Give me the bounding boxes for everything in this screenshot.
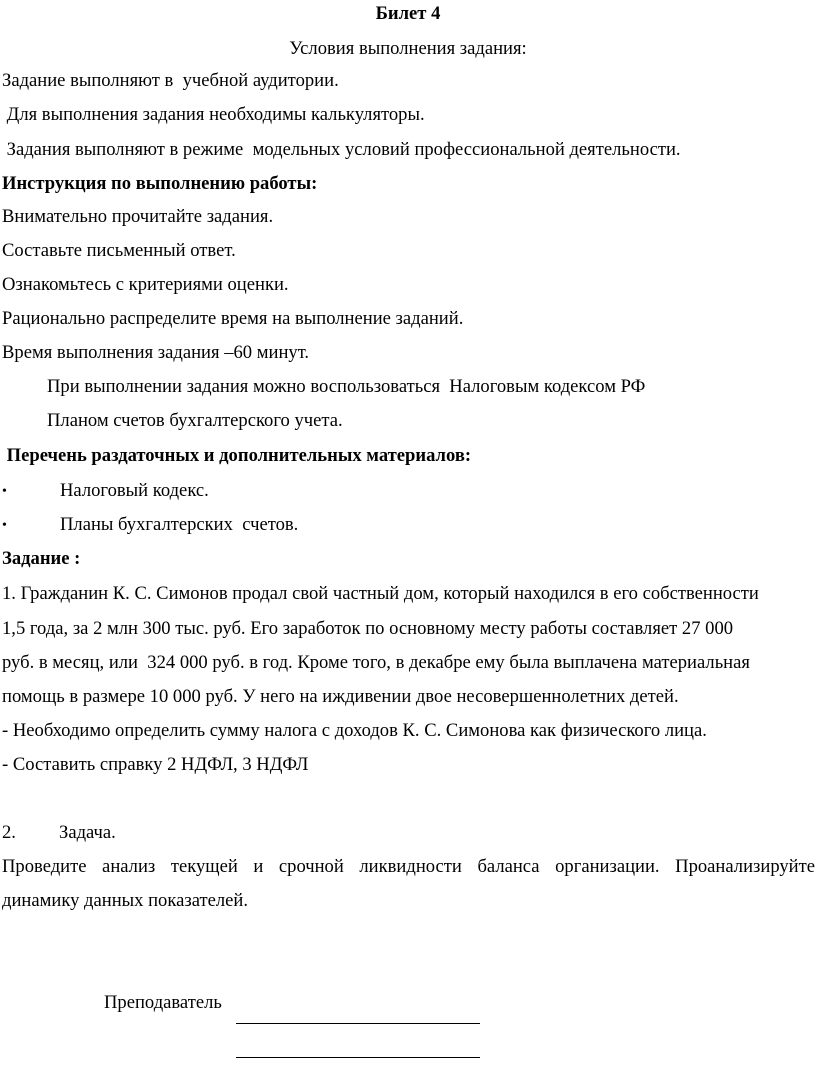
condition-line-3: Задания выполняют в режиме модельных условий профессиональной деятельности. [2, 139, 681, 160]
instructions-heading: Инструкция по выполнению работы: [2, 173, 318, 194]
instruction-item-1: Внимательно прочитайте задания. [2, 206, 274, 227]
materials-item-2: Планы бухгалтерских счетов. [60, 514, 299, 535]
task-heading: Задание : [2, 548, 81, 569]
instruction-indented-1: При выполнении задания можно воспользоваться Налоговым кодексом РФ [47, 376, 646, 397]
task-line-5: - Необходимо определить сумму налога с доходов К. С. Симонова как физического лица. [2, 720, 707, 741]
task-line-3: руб. в месяц, или 324 000 руб. в год. Кроме того, в декабре ему была выплачена материальная [2, 652, 750, 673]
materials-heading: Перечень раздаточных и дополнительных материалов: [2, 445, 472, 466]
bullet-icon: • [2, 518, 7, 533]
materials-item-1: Налоговый кодекс. [60, 480, 209, 501]
instruction-item-3: Ознакомьтесь с критериями оценки. [2, 274, 289, 295]
task2-line-2: динамику данных показателей. [2, 890, 248, 911]
bullet-icon: • [2, 484, 7, 499]
task2-title: Задача. [59, 822, 116, 843]
conditions-subtitle: Условия выполнения задания: [289, 38, 527, 59]
instruction-indented-2: Планом счетов бухгалтерского учета. [47, 410, 343, 431]
instruction-item-5: Время выполнения задания –60 минут. [2, 342, 310, 363]
signature-line [236, 1057, 480, 1058]
task2-line-1: Проведите анализ текущей и срочной ликвидности баланса организации. Проанализируйте [2, 856, 815, 877]
signature-line [236, 1023, 480, 1024]
condition-line-2: Для выполнения задания необходимы калькуляторы. [2, 104, 425, 125]
task-line-1: 1. Гражданин К. С. Симонов продал свой частный дом, который находился в его собственности [2, 583, 759, 604]
condition-line-1: Задание выполняют в учебной аудитории. [2, 70, 339, 91]
ticket-title: Билет 4 [375, 3, 441, 24]
signature-label: Преподаватель [104, 992, 222, 1013]
instruction-item-4: Рационально распределите время на выполнение заданий. [2, 308, 464, 329]
task-line-2: 1,5 года, за 2 млн 300 тыс. руб. Его заработок по основному месту работы составляет 27 000 [2, 618, 734, 639]
task2-number: 2. [2, 822, 16, 843]
task-line-4: помощь в размере 10 000 руб. У него на иждивении двое несовершеннолетних детей. [2, 686, 679, 707]
instruction-item-2: Составьте письменный ответ. [2, 240, 236, 261]
task-line-6: - Составить справку 2 НДФЛ, 3 НДФЛ [2, 754, 309, 775]
